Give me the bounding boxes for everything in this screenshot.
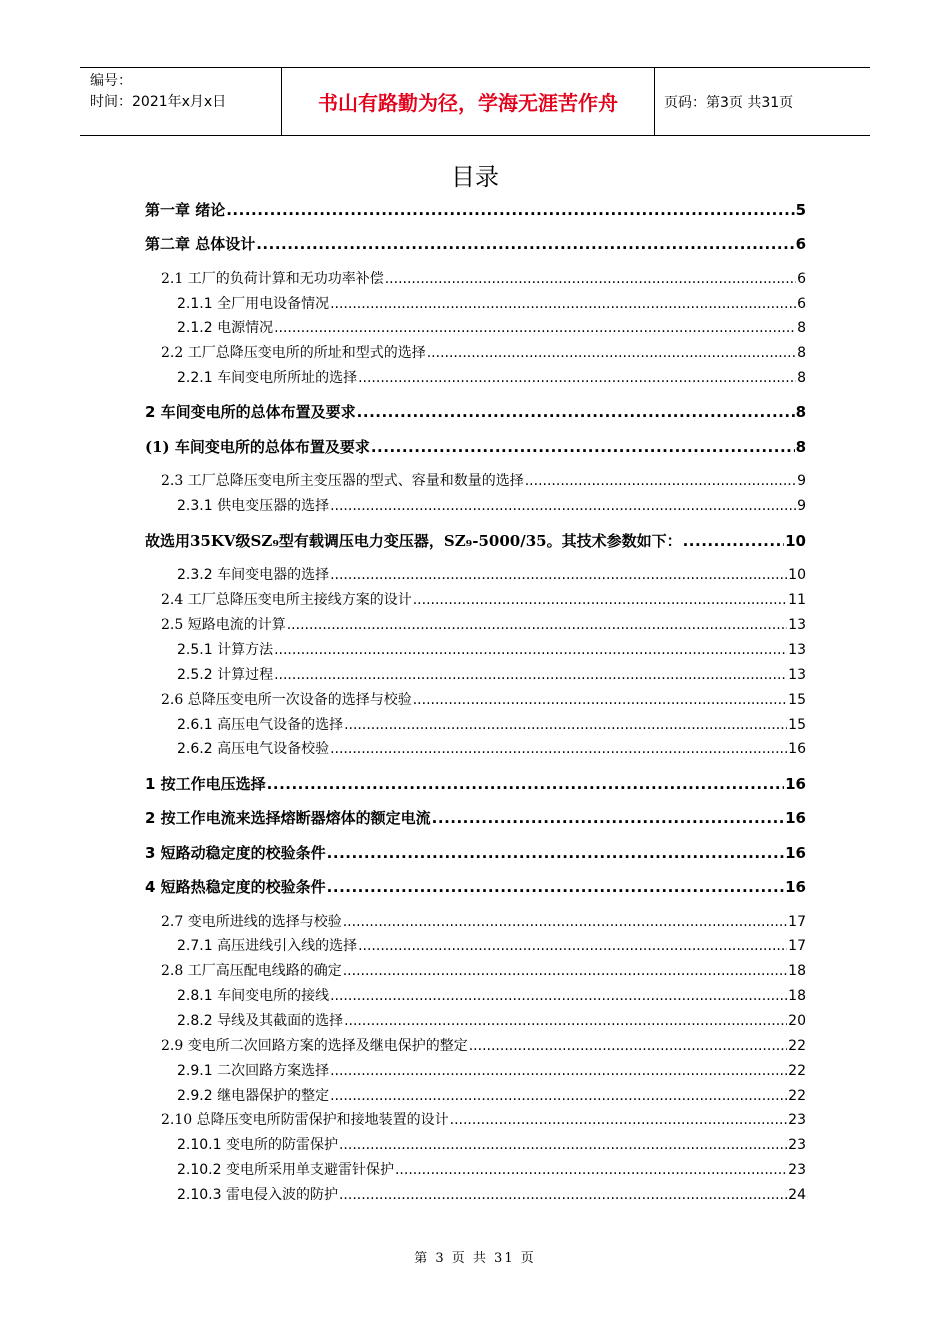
toc-entry-page: 23 xyxy=(788,1162,806,1178)
toc-leader-dots xyxy=(683,531,785,551)
toc-entry-page: 9 xyxy=(797,473,806,489)
header-meta xyxy=(80,68,281,135)
toc-entry[interactable] xyxy=(177,496,806,516)
toc-entry-page: 23 xyxy=(788,1112,806,1128)
toc-entry[interactable] xyxy=(161,343,806,363)
toc-entry-text: (1) 车间变电所的总体布置及要求 xyxy=(145,438,370,456)
toc-leader-dots xyxy=(525,471,796,491)
toc-entry-text: 故选用35KV级SZ₉型有载调压电力变压器，SZ₉-5000/35。其技术参数如下： xyxy=(145,532,682,550)
toc-entry[interactable] xyxy=(161,961,806,981)
toc-leader-dots xyxy=(330,294,796,314)
toc-entry[interactable] xyxy=(145,843,806,863)
toc-leader-dots xyxy=(344,715,787,735)
toc-entry-text: 2.5.1 计算方法 xyxy=(177,642,274,658)
toc-leader-dots xyxy=(371,437,795,457)
toc-entry-page: 6 xyxy=(797,271,806,287)
toc-entry-text: 2.5.2 计算过程 xyxy=(177,667,274,683)
toc-entry-page: 16 xyxy=(785,878,806,896)
toc-entry[interactable] xyxy=(177,368,806,388)
toc-entry[interactable] xyxy=(177,1135,806,1155)
toc-entry-text: 2.10 总降压变电所防雷保护和接地装置的设计 xyxy=(161,1112,449,1128)
toc-entry-page: 13 xyxy=(788,617,806,633)
toc-entry-text: 2.9.2 继电器保护的整定 xyxy=(177,1088,330,1104)
toc-leader-dots xyxy=(339,1185,787,1205)
toc-entry-text: 2.1 工厂的负荷计算和无功功率补偿 xyxy=(161,271,384,287)
toc-entry-page: 23 xyxy=(788,1137,806,1153)
toc-entry-text: 2.2 工厂总降压变电所的所址和型式的选择 xyxy=(161,345,426,361)
toc-entry-page: 13 xyxy=(788,642,806,658)
toc-entry-text: 2.3 工厂总降压变电所主变压器的型式、容量和数量的选择 xyxy=(161,473,524,489)
toc-entry-text: 2.4 工厂总降压变电所主接线方案的设计 xyxy=(161,592,412,608)
toc-leader-dots xyxy=(413,690,787,710)
toc-entry-text: 2.8.1 车间变电所的接线 xyxy=(177,988,330,1004)
toc-entry-text: 1 按工作电压选择 xyxy=(145,775,266,793)
toc-entry[interactable] xyxy=(145,808,806,828)
toc-entry-page: 16 xyxy=(785,775,806,793)
toc-entry-page: 11 xyxy=(788,592,806,608)
toc-entry-text: 第一章 绪论 xyxy=(145,201,226,219)
toc-entry[interactable] xyxy=(177,640,806,660)
toc-entry-text: 2 车间变电所的总体布置及要求 xyxy=(145,403,356,421)
toc-entry[interactable] xyxy=(145,531,806,551)
header-motto: 书山有路勤为径，学海无涯苦作舟 xyxy=(281,68,655,135)
toc-entry-page: 22 xyxy=(788,1038,806,1054)
toc-entry[interactable] xyxy=(161,590,806,610)
toc-entry[interactable] xyxy=(161,690,806,710)
toc-entry[interactable] xyxy=(177,986,806,1006)
toc-leader-dots xyxy=(226,200,794,220)
toc-entry-text: 2.9 变电所二次回路方案的选择及继电保护的整定 xyxy=(161,1038,468,1054)
toc-leader-dots xyxy=(330,1086,787,1106)
toc-entry-page: 17 xyxy=(788,938,806,954)
toc-entry-text: 2.8 工厂高压配电线路的确定 xyxy=(161,963,342,979)
toc-entry[interactable] xyxy=(177,294,806,314)
toc-entry-page: 8 xyxy=(795,403,806,421)
toc-entry[interactable] xyxy=(145,437,806,457)
toc-leader-dots xyxy=(267,774,784,794)
toc-leader-dots xyxy=(287,615,787,635)
toc-entry[interactable] xyxy=(177,1061,806,1081)
toc-entry-page: 6 xyxy=(797,296,806,312)
toc-entry-text: 3 短路动稳定度的校验条件 xyxy=(145,844,326,862)
page-footer: 第 3 页 共 31 页 xyxy=(414,1251,536,1266)
toc-leader-dots xyxy=(327,843,784,863)
toc-entry[interactable] xyxy=(177,715,806,735)
toc-entry-text: 2.6 总降压变电所一次设备的选择与校验 xyxy=(161,692,412,708)
toc-leader-dots xyxy=(330,739,787,759)
toc-entry-page: 16 xyxy=(788,741,806,757)
toc-entry-page: 6 xyxy=(795,235,806,253)
toc-leader-dots xyxy=(413,590,787,610)
toc-entry[interactable] xyxy=(177,1086,806,1106)
toc-title: 目录 xyxy=(451,163,499,191)
toc-entry[interactable] xyxy=(177,739,806,759)
toc-entry[interactable] xyxy=(161,471,806,491)
toc-entry-text: 2.5 短路电流的计算 xyxy=(161,617,286,633)
toc-entry-text: 2.10.2 变电所采用单支避雷针保护 xyxy=(177,1162,394,1178)
toc-entry-page: 8 xyxy=(797,370,806,386)
toc-entry-text: 2.3.2 车间变电器的选择 xyxy=(177,567,330,583)
toc-entry[interactable] xyxy=(161,615,806,635)
toc-leader-dots xyxy=(385,269,796,289)
toc-entry[interactable] xyxy=(177,1011,806,1031)
toc-entry-page: 15 xyxy=(788,717,806,733)
toc-entry-text: 2 按工作电流来选择熔断器熔体的额定电流 xyxy=(145,809,431,827)
toc-entry-page: 24 xyxy=(788,1187,806,1203)
toc-entry[interactable] xyxy=(177,1160,806,1180)
toc-leader-dots xyxy=(358,936,787,956)
toc-entry-page: 10 xyxy=(785,532,806,550)
toc-entry-page: 8 xyxy=(797,320,806,336)
toc-leader-dots xyxy=(274,640,787,660)
toc-leader-dots xyxy=(427,343,796,363)
toc-entry-page: 20 xyxy=(788,1013,806,1029)
toc-entry[interactable] xyxy=(177,565,806,585)
toc-leader-dots xyxy=(330,496,796,516)
document-time-label: 时间：2021年x月x日 xyxy=(90,94,227,110)
toc-entry[interactable] xyxy=(161,1036,806,1056)
toc-entry[interactable] xyxy=(161,269,806,289)
toc-leader-dots xyxy=(343,961,787,981)
toc-entry-text: 2.2.1 车间变电所所址的选择 xyxy=(177,370,358,386)
toc-entry-page: 10 xyxy=(788,567,806,583)
toc-leader-dots xyxy=(327,877,784,897)
toc-leader-dots xyxy=(358,368,796,388)
toc-entry-text: 2.10.1 变电所的防雷保护 xyxy=(177,1137,338,1153)
toc-leader-dots xyxy=(357,402,795,422)
toc-entry-page: 13 xyxy=(788,667,806,683)
toc-entry[interactable] xyxy=(177,1185,806,1205)
toc-entry[interactable] xyxy=(145,234,806,254)
toc-entry-page: 5 xyxy=(795,201,806,219)
page-header xyxy=(80,67,870,136)
toc-entry-text: 2.10.3 雷电侵入波的防护 xyxy=(177,1187,338,1203)
toc-leader-dots xyxy=(274,318,796,338)
toc-entry-text: 2.6.1 高压电气设备的选择 xyxy=(177,717,344,733)
toc-entry-page: 15 xyxy=(788,692,806,708)
toc-leader-dots xyxy=(339,1135,787,1155)
toc-entry-page: 8 xyxy=(795,438,806,456)
toc-entry-text: 4 短路热稳定度的校验条件 xyxy=(145,878,326,896)
toc-entry-text: 2.7 变电所进线的选择与校验 xyxy=(161,914,342,930)
toc-leader-dots xyxy=(330,565,787,585)
toc-entry[interactable] xyxy=(145,200,806,220)
toc-entry[interactable] xyxy=(177,318,806,338)
toc-entry-page: 9 xyxy=(797,498,806,514)
toc-entry-page: 22 xyxy=(788,1088,806,1104)
toc-entry-page: 16 xyxy=(785,809,806,827)
toc-entry-text: 2.6.2 高压电气设备校验 xyxy=(177,741,330,757)
toc-leader-dots xyxy=(330,1061,787,1081)
toc-entry[interactable] xyxy=(145,877,806,897)
header-page-info: 页码：第3页 共31页 xyxy=(664,94,794,111)
toc-entry-page: 18 xyxy=(788,963,806,979)
toc-entry-page: 22 xyxy=(788,1063,806,1079)
toc-entry[interactable] xyxy=(177,936,806,956)
toc-leader-dots xyxy=(395,1160,787,1180)
toc-entry-text: 2.8.2 导线及其截面的选择 xyxy=(177,1013,344,1029)
toc-entry[interactable] xyxy=(145,774,806,794)
toc-entry-page: 16 xyxy=(785,844,806,862)
toc-leader-dots xyxy=(432,808,784,828)
toc-entry-text: 2.3.1 供电变压器的选择 xyxy=(177,498,330,514)
toc-entry-text: 2.1.2 电源情况 xyxy=(177,320,274,336)
toc-entry-page: 17 xyxy=(788,914,806,930)
document-number-label: 编号： xyxy=(90,73,132,89)
toc-entry-text: 2.9.1 二次回路方案选择 xyxy=(177,1063,330,1079)
toc-entry[interactable] xyxy=(145,402,806,422)
toc-entry-text: 2.1.1 全厂用电设备情况 xyxy=(177,296,330,312)
toc-leader-dots xyxy=(330,986,787,1006)
toc-entry[interactable] xyxy=(161,1110,806,1130)
toc-entry-page: 18 xyxy=(788,988,806,1004)
toc-entry[interactable] xyxy=(161,912,806,932)
toc-leader-dots xyxy=(344,1011,787,1031)
toc-entry-page: 8 xyxy=(797,345,806,361)
toc-leader-dots xyxy=(469,1036,787,1056)
toc-leader-dots xyxy=(256,234,794,254)
toc-entry-text: 第二章 总体设计 xyxy=(145,235,256,253)
toc-entry[interactable] xyxy=(177,665,806,685)
toc-leader-dots xyxy=(274,665,787,685)
toc-leader-dots xyxy=(450,1110,788,1130)
toc-leader-dots xyxy=(343,912,787,932)
toc-entry-text: 2.7.1 高压进线引入线的选择 xyxy=(177,938,358,954)
